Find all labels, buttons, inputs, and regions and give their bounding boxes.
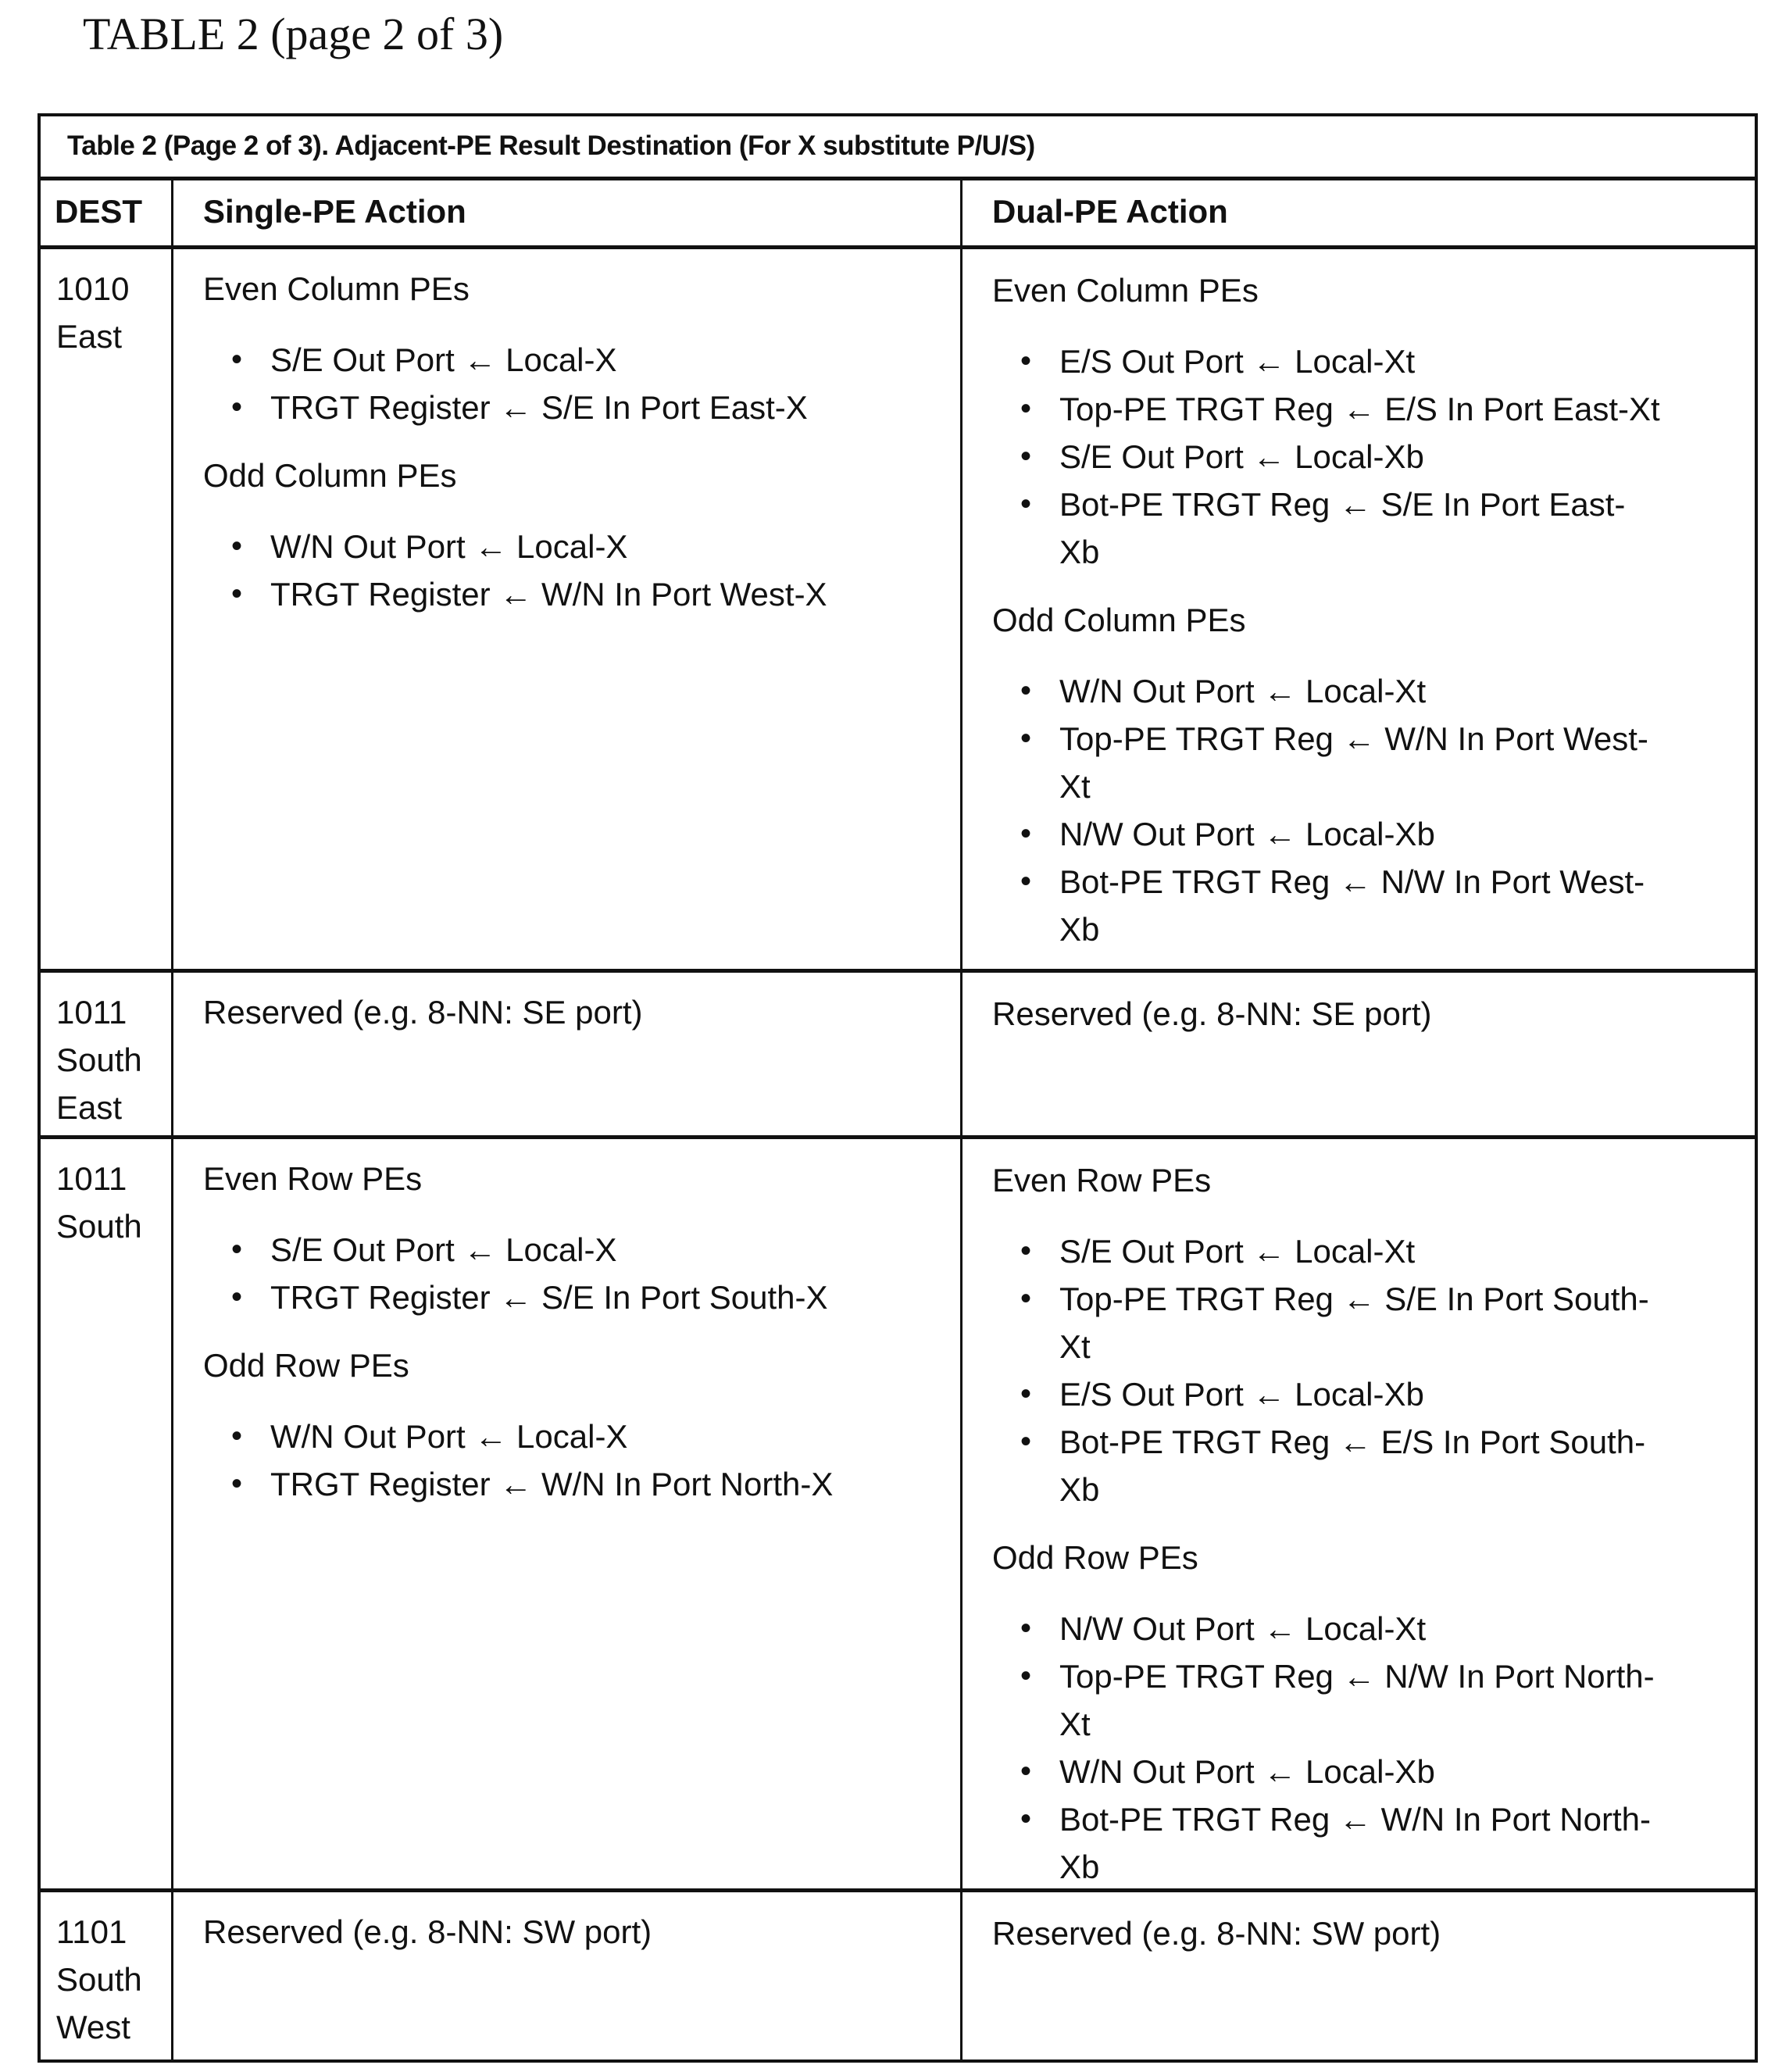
list-item-text: N/W Out Port ← Local-Xt bbox=[1059, 1610, 1427, 1647]
list-item bbox=[1020, 715, 1669, 810]
action-list bbox=[992, 667, 1755, 953]
reserved-text: Reserved (e.g. 8-NN: SE port) bbox=[203, 994, 643, 1031]
action-list bbox=[992, 338, 1755, 576]
list-item-text: TRGT Register ← W/N In Port North-X bbox=[270, 1466, 834, 1502]
group-label: Even Column PEs bbox=[203, 270, 470, 307]
list-item bbox=[1020, 1275, 1653, 1370]
group-label: Even Row PEs bbox=[992, 1162, 1212, 1199]
list-item bbox=[231, 336, 960, 384]
destination-table bbox=[38, 113, 1758, 2063]
single-pe-action-cell bbox=[173, 1892, 962, 2059]
bullet-icon: • bbox=[231, 1466, 243, 1501]
bullet-icon: • bbox=[1020, 487, 1032, 521]
table-row-1101-south-west bbox=[41, 1892, 1755, 2059]
dest-code: 1010 bbox=[56, 270, 130, 307]
list-item bbox=[1020, 1370, 1747, 1418]
bullet-icon: • bbox=[1020, 1234, 1032, 1268]
bullet-icon: • bbox=[1020, 816, 1032, 851]
list-item-text: Top-PE TRGT Reg ← W/N In Port West-Xt bbox=[1059, 720, 1648, 805]
bullet-icon: • bbox=[231, 1419, 243, 1453]
reserved-text: Reserved (e.g. 8-NN: SW port) bbox=[992, 1915, 1441, 1952]
dual-pe-action-cell bbox=[962, 1892, 1755, 2059]
group-label: Odd Row PEs bbox=[203, 1347, 409, 1384]
list-item-text: N/W Out Port ← Local-Xb bbox=[1059, 816, 1435, 852]
list-item bbox=[1020, 667, 1747, 715]
list-item-text: Bot-PE TRGT Reg ← W/N In Port North-Xb bbox=[1059, 1801, 1651, 1885]
header-dest: DEST bbox=[41, 180, 173, 245]
list-item-text: W/N Out Port ← Local-Xt bbox=[1059, 673, 1427, 709]
bullet-icon: • bbox=[1020, 1424, 1032, 1459]
action-list bbox=[203, 336, 960, 431]
header-dual-pe-action: Dual-PE Action bbox=[992, 193, 1228, 230]
group-label: Odd Row PEs bbox=[992, 1539, 1198, 1576]
reserved-text: Reserved (e.g. 8-NN: SW port) bbox=[203, 1913, 652, 1950]
list-item bbox=[1020, 1748, 1747, 1795]
group-label: Odd Column PEs bbox=[203, 457, 457, 494]
list-item bbox=[231, 1226, 960, 1274]
table-row-1010-east bbox=[41, 249, 1755, 973]
list-item bbox=[231, 1413, 960, 1460]
bullet-icon: • bbox=[1020, 344, 1032, 378]
bullet-icon: • bbox=[231, 342, 243, 377]
bullet-icon: • bbox=[1020, 1377, 1032, 1411]
group-label: Odd Column PEs bbox=[992, 602, 1246, 638]
list-item bbox=[231, 570, 960, 618]
table-header-row bbox=[41, 180, 1755, 249]
dest-name: South bbox=[56, 1041, 142, 1078]
dual-pe-action-cell bbox=[962, 249, 1755, 969]
dest-cell bbox=[41, 1892, 173, 2059]
bullet-icon: • bbox=[1020, 1659, 1032, 1693]
list-item bbox=[1020, 1605, 1747, 1652]
dest-name: South bbox=[56, 1208, 142, 1245]
bullet-icon: • bbox=[1020, 439, 1032, 473]
list-item-text: Bot-PE TRGT Reg ← S/E In Port East-Xb bbox=[1059, 486, 1626, 570]
bullet-icon: • bbox=[1020, 721, 1032, 756]
single-pe-action-cell bbox=[173, 973, 962, 1135]
dest-cell bbox=[41, 249, 173, 969]
list-item bbox=[1020, 858, 1669, 953]
list-item bbox=[1020, 1795, 1669, 1891]
list-item-text: S/E Out Port ← Local-Xt bbox=[1059, 1233, 1416, 1270]
bullet-icon: • bbox=[231, 577, 243, 611]
reserved-text: Reserved (e.g. 8-NN: SE port) bbox=[992, 995, 1432, 1032]
list-item-text: TRGT Register ← S/E In Port South-X bbox=[270, 1279, 828, 1316]
dest-code: 1011 bbox=[56, 1160, 127, 1197]
list-item-text: S/E Out Port ← Local-Xb bbox=[1059, 438, 1424, 475]
list-item bbox=[1020, 1227, 1747, 1275]
single-pe-action-cell bbox=[173, 1139, 962, 1888]
dest-code: 1011 bbox=[56, 994, 127, 1031]
bullet-icon: • bbox=[1020, 1802, 1032, 1836]
list-item bbox=[1020, 1418, 1653, 1513]
action-list bbox=[203, 523, 960, 618]
list-item bbox=[1020, 1652, 1669, 1748]
bullet-icon: • bbox=[1020, 1754, 1032, 1788]
dest-code: 1101 bbox=[56, 1913, 127, 1950]
bullet-icon: • bbox=[1020, 391, 1032, 426]
list-item bbox=[231, 384, 960, 431]
bullet-icon: • bbox=[1020, 1281, 1032, 1316]
list-item bbox=[231, 1460, 960, 1508]
bullet-icon: • bbox=[231, 1280, 243, 1314]
list-item-text: TRGT Register ← S/E In Port East-X bbox=[270, 389, 808, 426]
list-item bbox=[1020, 810, 1747, 858]
list-item-text: E/S Out Port ← Local-Xb bbox=[1059, 1376, 1424, 1413]
list-item-text: Bot-PE TRGT Reg ← N/W In Port West-Xb bbox=[1059, 863, 1645, 948]
bullet-icon: • bbox=[1020, 673, 1032, 708]
list-item bbox=[1020, 385, 1755, 433]
dest-cell bbox=[41, 1139, 173, 1888]
bullet-icon: • bbox=[231, 529, 243, 563]
list-item-text: S/E Out Port ← Local-X bbox=[270, 1231, 617, 1268]
list-item-text: Top-PE TRGT Reg ← E/S In Port East-Xt bbox=[1059, 391, 1660, 427]
dest-name: West bbox=[56, 2009, 130, 2045]
list-item-text: W/N Out Port ← Local-Xb bbox=[1059, 1753, 1435, 1790]
table-row-1011-south bbox=[41, 1139, 1755, 1892]
dual-pe-action-cell bbox=[962, 973, 1755, 1135]
action-list bbox=[992, 1227, 1755, 1513]
header-single-pe-action: Single-PE Action bbox=[173, 180, 962, 245]
list-item-text: TRGT Register ← W/N In Port West-X bbox=[270, 576, 827, 613]
dest-cell bbox=[41, 973, 173, 1135]
list-item-text: Top-PE TRGT Reg ← S/E In Port South-Xt bbox=[1059, 1281, 1649, 1365]
document-title: TABLE 2 (page 2 of 3) bbox=[83, 9, 504, 59]
dest-name: East bbox=[56, 318, 123, 355]
bullet-icon: • bbox=[231, 1232, 243, 1266]
bullet-icon: • bbox=[231, 390, 243, 424]
list-item bbox=[1020, 338, 1747, 385]
list-item-text: S/E Out Port ← Local-X bbox=[270, 341, 617, 378]
table-caption: Table 2 (Page 2 of 3). Adjacent-PE Result Destination (For X substitute P/U/S) bbox=[41, 116, 1755, 180]
table-row-1011-south-east bbox=[41, 973, 1755, 1139]
bullet-icon: • bbox=[1020, 864, 1032, 898]
dest-name: East bbox=[56, 1089, 123, 1126]
action-list bbox=[992, 1605, 1755, 1891]
list-item-text: Bot-PE TRGT Reg ← E/S In Port South-Xb bbox=[1059, 1424, 1646, 1508]
list-item-text: E/S Out Port ← Local-Xt bbox=[1059, 343, 1416, 380]
list-item-text: W/N Out Port ← Local-X bbox=[270, 528, 628, 565]
list-item bbox=[1020, 480, 1653, 576]
dest-name: South bbox=[56, 1961, 142, 1998]
group-label: Even Column PEs bbox=[992, 272, 1259, 309]
list-item bbox=[231, 1274, 960, 1321]
list-item bbox=[1020, 433, 1747, 480]
dual-pe-action-cell bbox=[962, 1139, 1755, 1888]
group-label: Even Row PEs bbox=[203, 1160, 423, 1197]
action-list bbox=[203, 1413, 960, 1508]
list-item-text: Top-PE TRGT Reg ← N/W In Port North-Xt bbox=[1059, 1658, 1655, 1742]
list-item bbox=[231, 523, 960, 570]
list-item-text: W/N Out Port ← Local-X bbox=[270, 1418, 628, 1455]
bullet-icon: • bbox=[1020, 1611, 1032, 1645]
single-pe-action-cell bbox=[173, 249, 962, 969]
action-list bbox=[203, 1226, 960, 1321]
